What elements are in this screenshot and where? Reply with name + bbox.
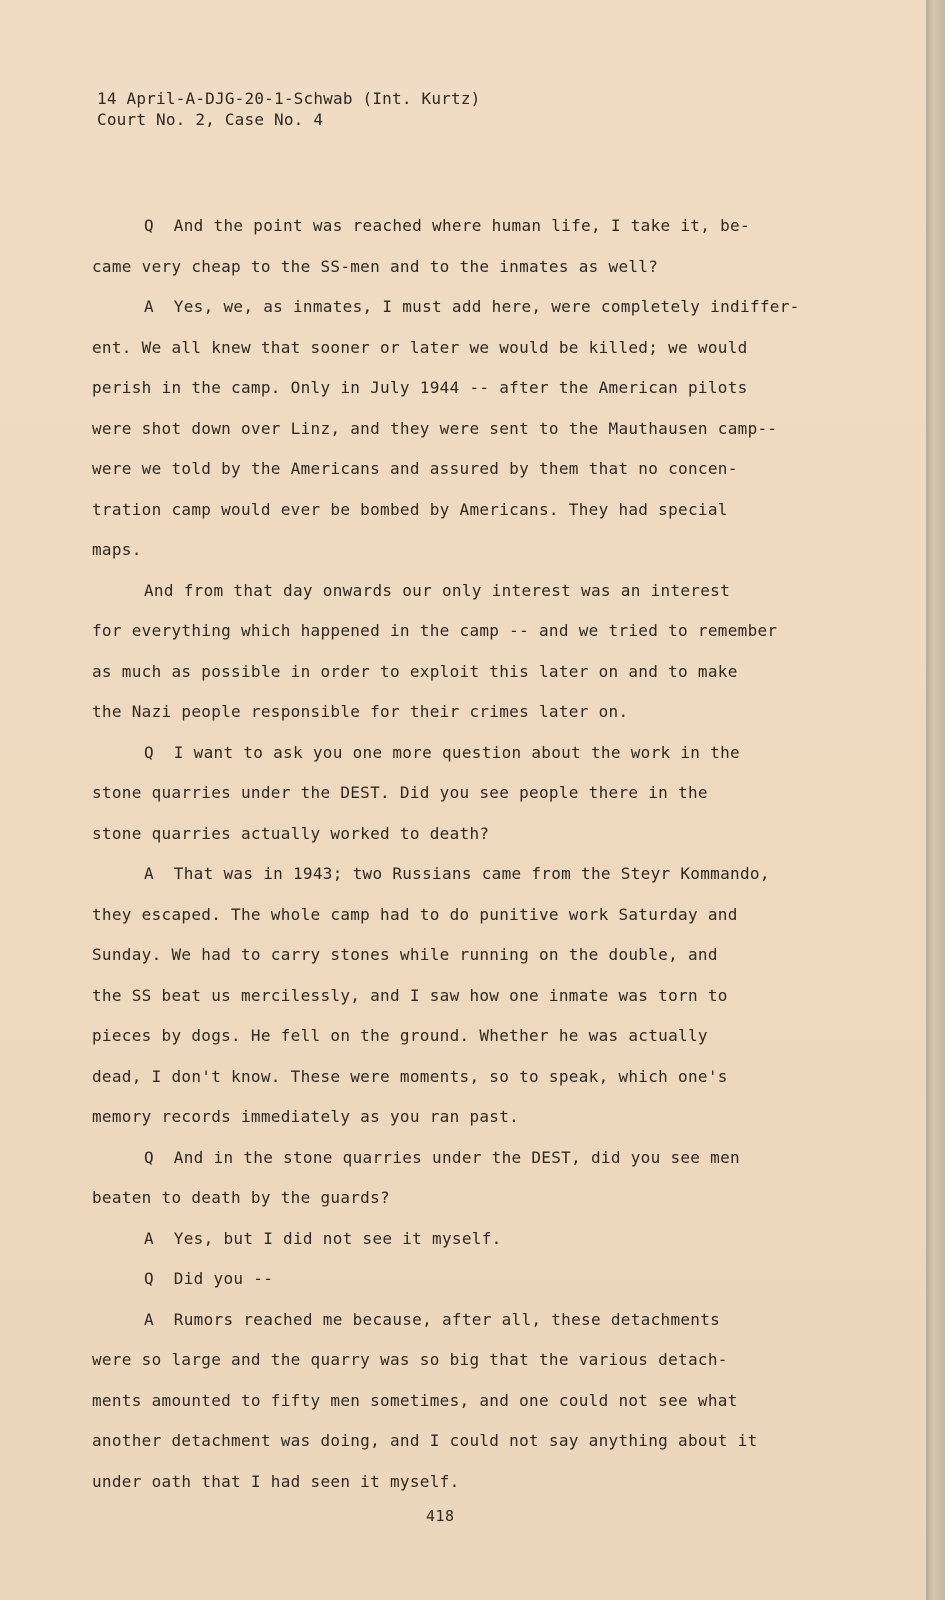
text-line: memory records immediately as you ran past. bbox=[92, 1107, 520, 1126]
text-line: were we told by the Americans and assured by them that no concen- bbox=[92, 459, 738, 478]
text-line: ments amounted to fifty men sometimes, and one could not see what bbox=[92, 1390, 738, 1410]
text-line: And from that day onwards our only interest was an interest bbox=[144, 580, 731, 600]
text-line: A Rumors reached me because, after all, these detachments bbox=[144, 1309, 721, 1329]
page-number: 418 bbox=[426, 1507, 455, 1525]
text-line: Q And in the stone quarries under the DEST, did you see men bbox=[144, 1147, 740, 1167]
text-line: they escaped. The whole camp had to do punitive work Saturday and bbox=[92, 904, 738, 924]
header-court-line: Court No. 2, Case No. 4 bbox=[97, 110, 324, 129]
text-line: ent. We all knew that sooner or later we would be killed; we would bbox=[92, 337, 748, 357]
text-line: stone quarries actually worked to death? bbox=[92, 823, 490, 843]
text-line: under oath that I had seen it myself. bbox=[92, 1471, 460, 1491]
text-line: the Nazi people responsible for their crimes later on. bbox=[92, 702, 629, 721]
text-line: Q And the point was reached where human life, I take it, be- bbox=[144, 216, 750, 235]
text-line: A Yes, we, as inmates, I must add here, were completely indiffer- bbox=[144, 297, 800, 316]
text-line: as much as possible in order to exploit this later on and to make bbox=[92, 661, 738, 681]
text-line: perish in the camp. Only in July 1944 -- after the American pilots bbox=[92, 378, 748, 397]
text-line: A That was in 1943; two Russians came from the Steyr Kommando, bbox=[144, 864, 770, 883]
text-line: Q I want to ask you one more question about the work in the bbox=[144, 742, 740, 762]
text-line: were shot down over Linz, and they were sent to the Mauthausen camp-- bbox=[92, 418, 778, 438]
text-line: pieces by dogs. He fell on the ground. Whether he was actually bbox=[92, 1026, 708, 1045]
text-line: Sunday. We had to carry stones while running on the double, and bbox=[92, 945, 718, 964]
text-line: were so large and the quarry was so big that the various detach- bbox=[92, 1350, 728, 1369]
text-line: maps. bbox=[92, 540, 142, 559]
text-line: another detachment was doing, and I could not say anything about it bbox=[92, 1431, 758, 1450]
text-line: tration camp would ever be bombed by Americans. They had special bbox=[92, 499, 728, 519]
text-line: A Yes, but I did not see it myself. bbox=[144, 1228, 502, 1248]
text-line: for everything which happened in the camp -- and we tried to remember bbox=[92, 621, 778, 640]
text-line: stone quarries under the DEST. Did you see people there in the bbox=[92, 783, 708, 802]
text-line: dead, I don't know. These were moments, so to speak, which one's bbox=[92, 1066, 728, 1086]
header-case-line: 14 April-A-DJG-20-1-Schwab (Int. Kurtz) bbox=[97, 89, 481, 108]
page-edge bbox=[926, 0, 945, 1600]
text-line: beaten to death by the guards? bbox=[92, 1188, 390, 1207]
testimony-body bbox=[92, 206, 812, 1502]
text-line: came very cheap to the SS-men and to the inmates as well? bbox=[92, 256, 659, 276]
text-line: Q Did you -- bbox=[144, 1269, 274, 1288]
text-line: the SS beat us mercilessly, and I saw how one inmate was torn to bbox=[92, 985, 728, 1005]
document-header bbox=[97, 88, 480, 130]
